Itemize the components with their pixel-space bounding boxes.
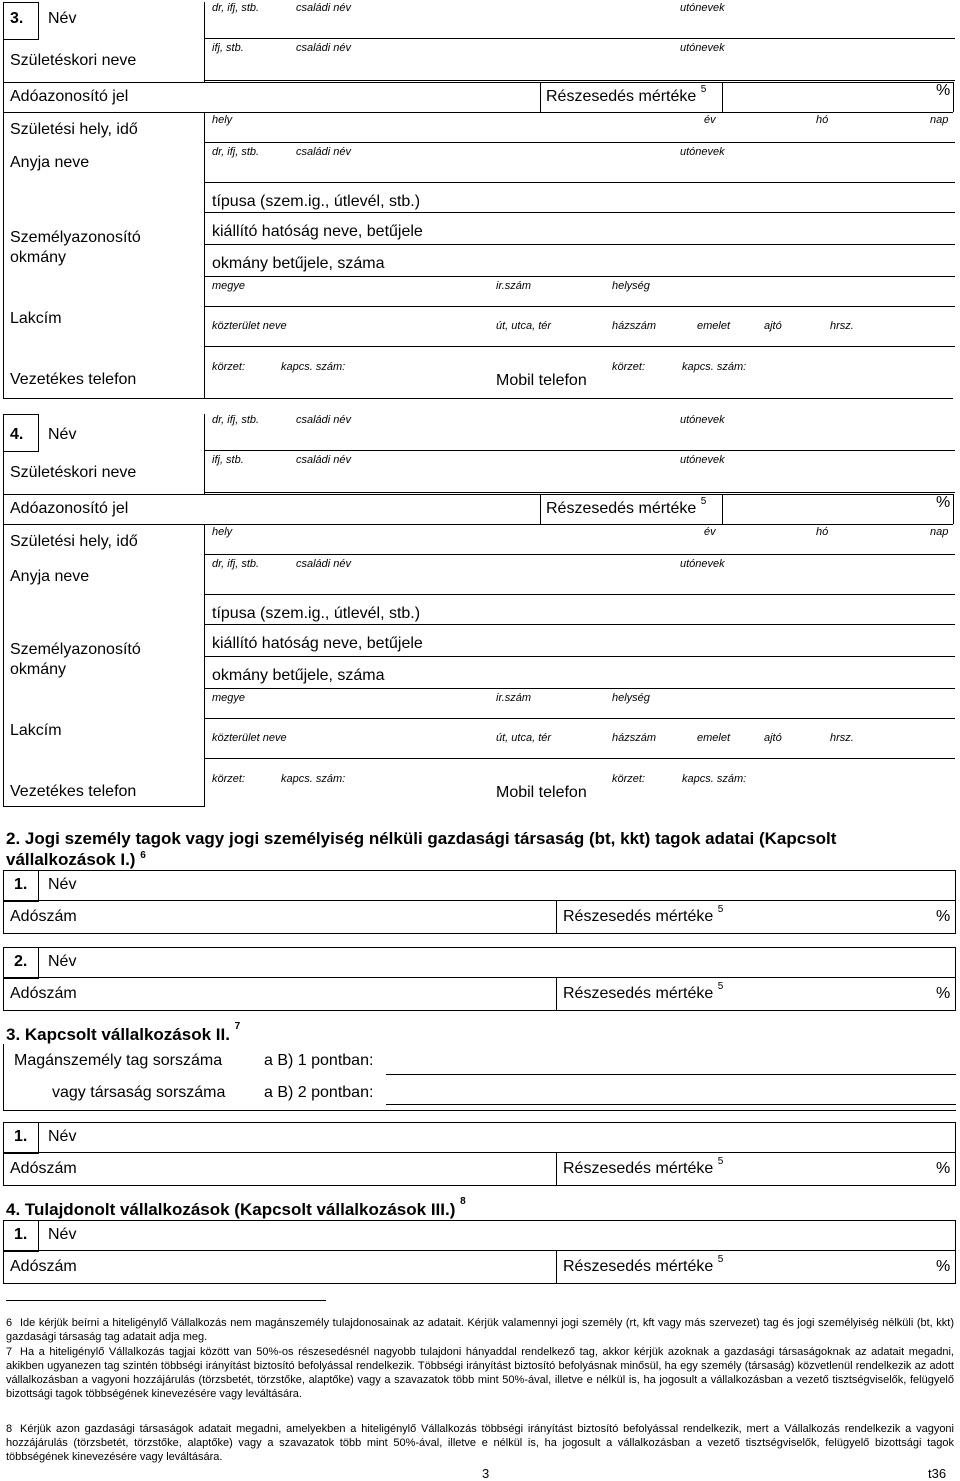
section-3-heading: 3. Kapcsolt vállalkozások II. $^7$ bbox=[6, 1021, 241, 1044]
section-4-entry-1: 1. Név Adószám Részesedés mértéke $^5$ % bbox=[0, 1220, 960, 1284]
name-label: Név bbox=[48, 10, 77, 27]
birth-place-label: Születési hely, idő bbox=[10, 533, 138, 550]
tax-id-label: Adóazonosító jel bbox=[10, 500, 129, 517]
footnote-6: 6 Ide kérjük beírni a hiteligénylő Vállalkozás nem magánszemély tulajdonosainak az adatait. Kérjük valamennyi jogi személy (rt, kft vagy más szervezet) tag és jogi személyiség nélküli (bt, kkt) gazdasági társaság tag adatait adja meg. bbox=[6, 1317, 954, 1343]
percent-sign: % bbox=[936, 82, 951, 99]
landline-label: Vezetékes telefon bbox=[10, 371, 137, 388]
section-2-entry-2: 2. Név Adószám Részesedés mértéke $^5$ % bbox=[0, 947, 960, 1011]
person-block-3: 3. Név Születéskori neve Adóazonosító jel Születési hely, idő Anyja neve Személyazonosító okmány Lakcím Vezetékes telefon Mobil telefon dr, ifj, stb. családi név utónevek ifj, stb. családi név utónevek Részesedés mértéke $^5$ % hely év hó nap dr, ifj, stb. családi név utónevek típusa (szem.ig., útlevél, stb.) kiállító hatóság neve, betűjele okmány betűjele, száma megye ir.szám helység közterület neve út, utca, tér házszám emelet ajtó hrsz. körzet: kapcs. szám: körzet: kapcs. szám: bbox=[0, 0, 960, 400]
footnote-8: 8 Kérjük azon gazdasági társaságok adatait megadni, amelyekben a hiteligénylő Vállalkozás többségi irányítást biztosító befolyással rendelkezik, mert a Vállalkozás rendelkezik a vagyoni hozzájárulás (törzsbetét, törzstőke, alaptőke) vagy a szavazatok több mint 50%-ával, illetve e nélkül is, ha jogosult a vállalkozásban a vezető tisztségviselők, felügyelő bizottsági tagok többségének kinevezésére vagy leváltására. bbox=[6, 1423, 954, 1463]
person-number: 3. bbox=[10, 10, 24, 27]
birth-name-label: Születéskori neve bbox=[10, 464, 137, 481]
section-4-heading: 4. Tulajdonolt vállalkozások (Kapcsolt vállalkozások III.) $^8$ bbox=[6, 1196, 466, 1219]
landline-label: Vezetékes telefon bbox=[10, 783, 137, 800]
footnote-7: 7 Ha a hiteligénylő Vállalkozás tagjai között van 50%-os részesedésnél nagyobb tulajdoni hányaddal rendelkező tag, akkor kérjük azoknak a gazdasági társaságoknak az adatait megadni, akikben ugyanezen tag szintén többségi irányítást biztosító befolyással rendelkezik. Többségi irányítást biztosító befolyásnak minősül, ha egy személy (társaság) közvetlenül rendelkezik az adott vállalkozásban a vagyoni hozzájárulás (törzsbetét, törzstőke, alaptőke) vagy a szavazatok több mint 50%-ával, illetve e nélkül is, ha jogosult a vállalkozásban a vezető tisztségviselők, felügyelő bizottsági tagok többségének kinevezésére vagy leváltására. bbox=[6, 1346, 954, 1400]
birth-name-label: Születéskori neve bbox=[10, 52, 137, 69]
id-doc-label: Személyazonosító okmány bbox=[10, 229, 141, 266]
address-label: Lakcím bbox=[10, 722, 62, 739]
id-doc-label: Személyazonosító okmány bbox=[10, 641, 141, 678]
name-label: Név bbox=[48, 426, 77, 443]
person-number: 4. bbox=[10, 426, 24, 443]
form-code: t36 bbox=[928, 1466, 947, 1481]
address-label: Lakcím bbox=[10, 310, 62, 327]
section-2-entry-1: 1. Név Adószám Részesedés mértéke $^5$ % bbox=[0, 870, 960, 934]
section-3-entry-1: 1. Név Adószám Részesedés mértéke $^5$ % bbox=[0, 1122, 960, 1186]
birth-place-label: Születési hely, idő bbox=[10, 121, 138, 138]
tax-id-label: Adóazonosító jel bbox=[10, 88, 129, 105]
share-label: Részesedés mértéke $^5$ bbox=[546, 84, 707, 105]
share-label: Részesedés mértéke $^5$ bbox=[546, 496, 707, 517]
mother-label: Anyja neve bbox=[10, 568, 90, 585]
percent-sign: % bbox=[936, 494, 951, 511]
section-2-heading: 2. Jogi személy tagok vagy jogi személyiség nélküli gazdasági társaság (bt, kkt) tagok adatai (Kapcsolt vállalkozások I.) $^6$ bbox=[6, 829, 837, 869]
member-number-block: Magánszemély tag sorszáma vagy társaság sorszáma a B) 1 pontban: a B) 2 pontban: bbox=[0, 1044, 960, 1110]
mobile-label: Mobil telefon bbox=[496, 784, 587, 801]
footnote-separator bbox=[6, 1300, 326, 1301]
page-number: 3 bbox=[482, 1466, 490, 1481]
mobile-label: Mobil telefon bbox=[496, 372, 587, 389]
person-block-4: 4. Név Születéskori neve Adóazonosító jel Születési hely, idő Anyja neve Személyazonosító okmány Lakcím Vezetékes telefon Mobil telefon dr, ifj, stb. családi név utónevek ifj, stb. családi név utónevek Részesedés mértéke $^5$ % hely év hó nap dr, ifj, stb. családi név utónevek típusa (szem.ig., útlevél, stb.) kiállító hatóság neve, betűjele okmány betűjele, száma megye ir.szám helység közterület neve út, utca, tér házszám emelet ajtó hrsz. körzet: kapcs. szám: körzet: kapcs. szám: bbox=[0, 412, 960, 812]
mother-label: Anyja neve bbox=[10, 154, 90, 171]
